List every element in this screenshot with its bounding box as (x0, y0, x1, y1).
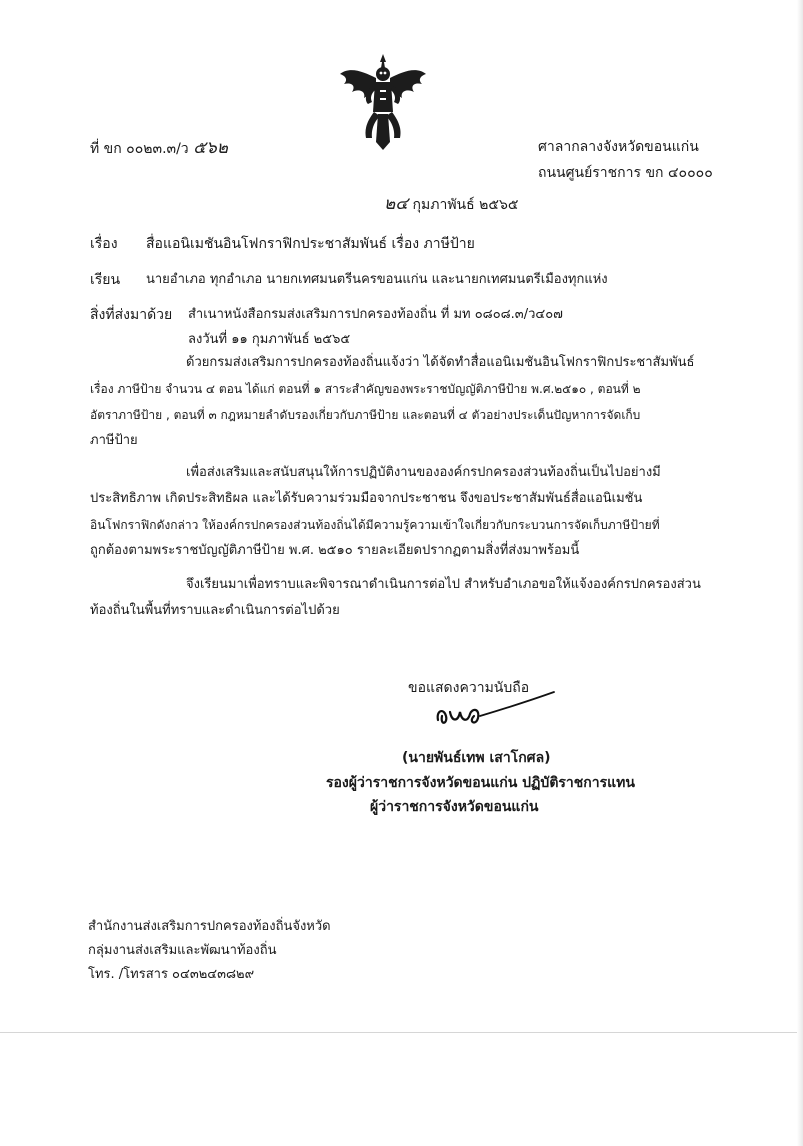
paragraph-2-line-1: เพื่อส่งเสริมและสนับสนุนให้การปฏิบัติงานขององค์กรปกครองส่วนท้องถิ่นเป็นไปอย่างมี (186, 465, 661, 480)
recipient-label: เรียน (90, 272, 121, 288)
footer-phone: โทร. /โทรสาร ๐๔๓๒๔๓๘๒๙ (88, 967, 255, 982)
enclosure-line-2: ลงวันที่ ๑๑ กุมภาพันธ์ ๒๕๖๕ (188, 332, 351, 347)
paragraph-1-line-4: ภาษีป้าย (90, 433, 138, 448)
signer-title-line-1: รองผู้ว่าราชการจังหวัดขอนแก่น ปฏิบัติราชการแทน (326, 775, 635, 791)
reference-number-handwritten: ๕๖๒ (193, 138, 228, 158)
signer-name: (นายพันธ์เทพ เสาโกศล) (402, 750, 551, 766)
signer-title-line-2: ผู้ว่าราชการจังหวัดขอนแก่น (370, 799, 539, 815)
enclosure-label: สิ่งที่ส่งมาด้วย (90, 307, 173, 323)
reference-number (90, 138, 228, 159)
letter-date (384, 194, 518, 215)
paragraph-2-line-2: ประสิทธิภาพ เกิดประสิทธิผล และได้รับความร่วมมือจากประชาชน จึงขอประชาสัมพันธ์สื่อแอนิเมชัน (90, 491, 643, 506)
office-name: ศาลากลางจังหวัดขอนแก่น (538, 139, 699, 155)
subject-text: สื่อแอนิเมชันอินโฟกราฟิกประชาสัมพันธ์ เรื่อง ภาษีป้าย (146, 236, 475, 252)
paragraph-1-line-1: ด้วยกรมส่งเสริมการปกครองท้องถิ่นแจ้งว่า ได้จัดทำสื่อแอนิเมชันอินโฟกราฟิกประชาสัมพันธ์ (186, 355, 695, 370)
date-month-year: กุมภาพันธ์ ๒๕๖๕ (412, 197, 519, 213)
paragraph-2-line-3: อินโฟกราฟิกดังกล่าว ให้องค์กรปกครองส่วนท้องถิ่นได้มีความรู้ความเข้าใจเกี่ยวกับกระบวนการจัดเก็บภาษีป้ายที่ (90, 518, 660, 532)
scan-edge-shadow (797, 0, 803, 1146)
closing-phrase: ขอแสดงความนับถือ (408, 680, 530, 696)
garuda-emblem-icon (338, 52, 428, 152)
recipient-text: นายอำเภอ ทุกอำเภอ นายกเทศมนตรีนครขอนแก่น และนายกเทศมนตรีเมืองทุกแห่ง (146, 272, 608, 287)
date-day-handwritten: ๒๔ (384, 194, 409, 214)
office-address: ถนนศูนย์ราชการ ขก ๔๐๐๐๐ (538, 165, 713, 181)
footer-group: กลุ่มงานส่งเสริมและพัฒนาท้องถิ่น (88, 943, 277, 958)
paragraph-2-line-4: ถูกต้องตามพระราชบัญญัติภาษีป้าย พ.ศ. ๒๕๑๐ รายละเอียดปรากฏตามสิ่งที่ส่งมาพร้อมนี้ (90, 543, 580, 558)
reference-number-printed: ที่ ขก ๐๐๒๓.๓/ว (90, 141, 189, 157)
enclosure-line-1: สำเนาหนังสือกรมส่งเสริมการปกครองท้องถิ่น ที่ มท ๐๘๐๘.๓/ว๔๐๗ (188, 307, 563, 322)
paragraph-3-line-1: จึงเรียนมาเพื่อทราบและพิจารณาดำเนินการต่อไป สำหรับอำเภอขอให้แจ้งองค์กรปกครองส่วน (186, 577, 701, 592)
paragraph-1-line-2: เรื่อง ภาษีป้าย จำนวน ๔ ตอน ได้แก่ ตอนที่ ๑ สาระสำคัญของพระราชบัญญัติภาษีป้าย พ.ศ.๒๕๑๐ , ตอนที่ ๒ (90, 382, 641, 396)
paragraph-1-line-3: อัตราภาษีป้าย , ตอนที่ ๓ กฎหมายลำดับรองเกี่ยวกับภาษีป้าย และตอนที่ ๔ ตัวอย่างประเด็นปัญหาการจัดเก็บ (90, 408, 641, 422)
subject-label: เรื่อง (90, 236, 118, 252)
handwritten-signature (430, 686, 560, 736)
paragraph-3-line-2: ท้องถิ่นในพื้นที่ทราบและดำเนินการต่อไปด้วย (90, 603, 340, 618)
footer-office: สำนักงานส่งเสริมการปกครองท้องถิ่นจังหวัด (88, 919, 331, 934)
scan-fold-line (0, 1032, 803, 1033)
